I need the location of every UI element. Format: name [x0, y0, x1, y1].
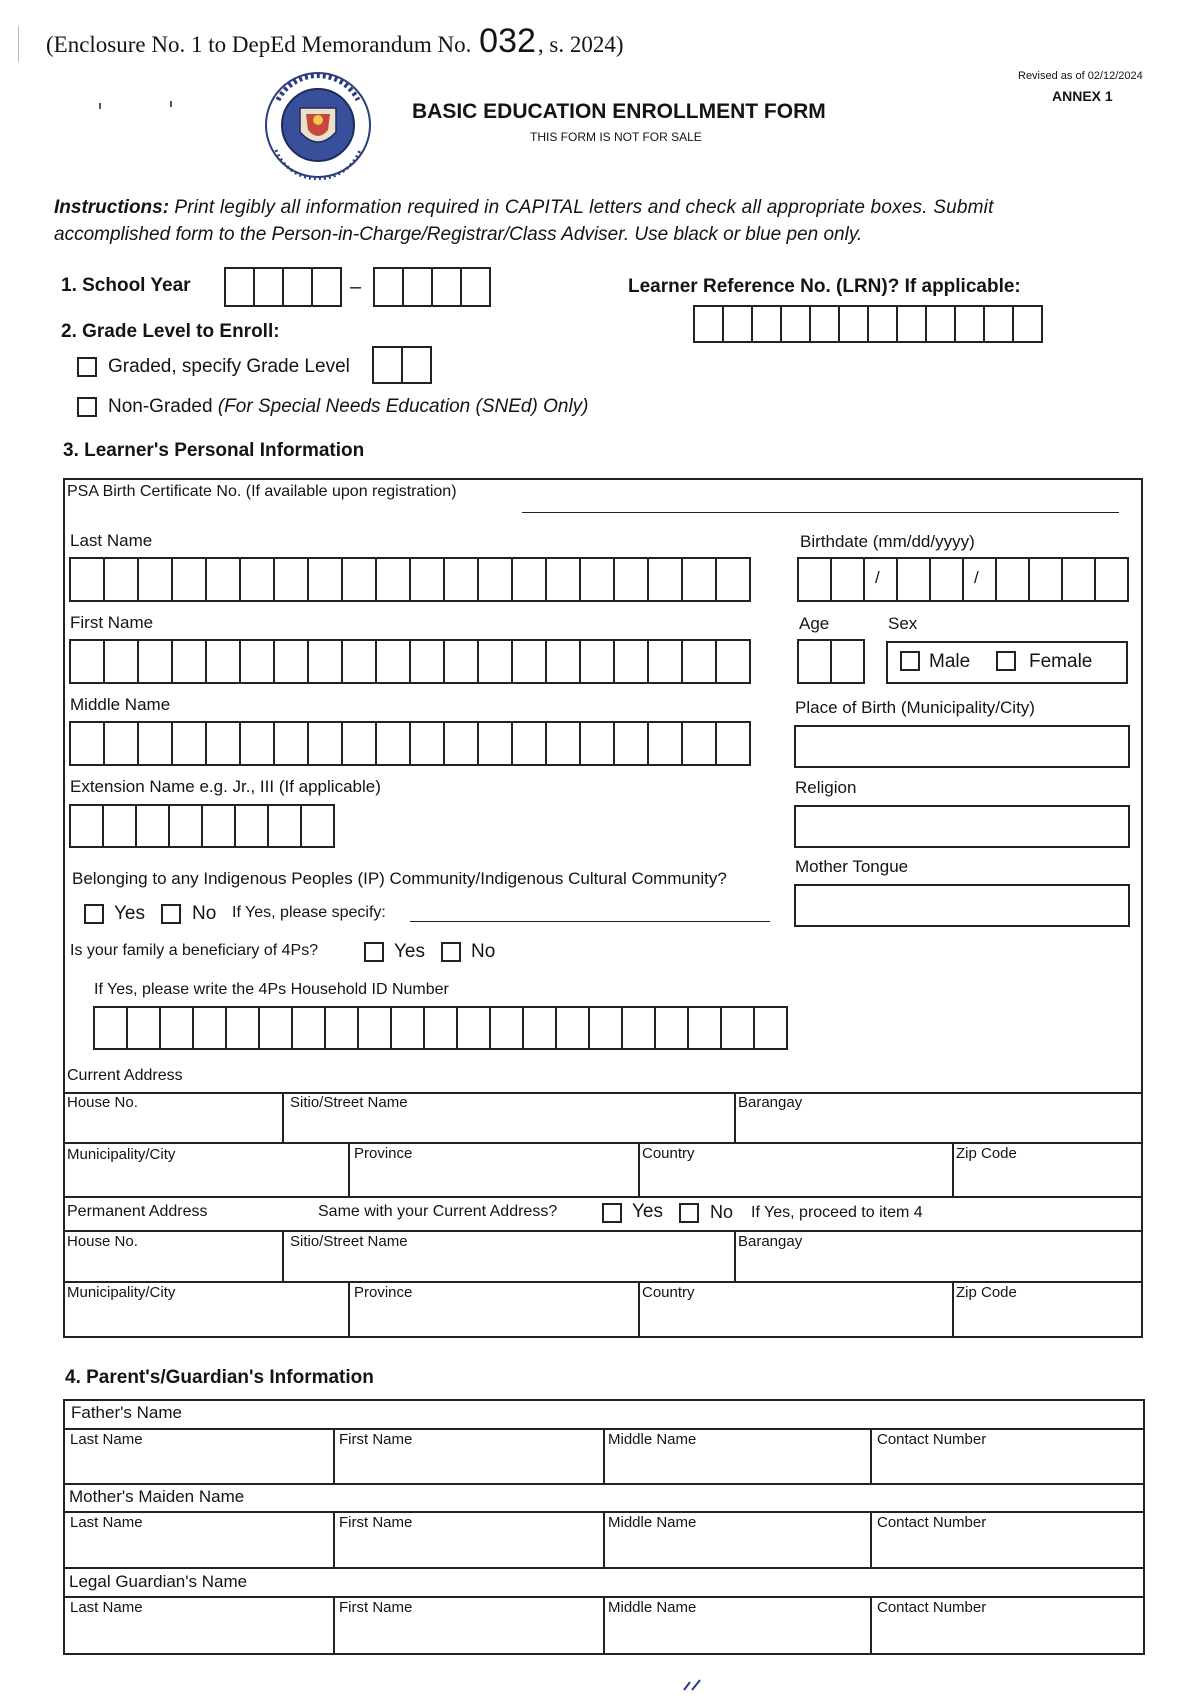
extension-label: Extension Name e.g. Jr., III (If applicable) [70, 777, 381, 796]
female-label: Female [1029, 651, 1093, 672]
mother-v3 [870, 1511, 872, 1567]
perm-v1 [282, 1230, 284, 1282]
extension-input[interactable] [69, 804, 335, 848]
same-no-checkbox[interactable] [679, 1203, 699, 1223]
religion-input[interactable] [794, 805, 1130, 848]
age-input[interactable] [797, 639, 865, 684]
scan-mark [18, 26, 19, 62]
perm-street-label: Sitio/Street Name [290, 1233, 408, 1250]
mother-tongue-label: Mother Tongue [795, 857, 909, 876]
fourps-no-label: No [471, 941, 496, 962]
mother-v1 [333, 1511, 335, 1567]
instructions-line1 [54, 197, 1152, 219]
guardian-label: Legal Guardian's Name [69, 1572, 248, 1591]
age-label: Age [799, 614, 830, 633]
ip-specify-line[interactable] [410, 921, 770, 922]
revised-date: Revised as of 02/12/2024 [1018, 70, 1143, 82]
male-label: Male [929, 651, 971, 672]
mother-label: Mother's Maiden Name [69, 1487, 245, 1506]
same-address-question: Same with your Current Address? [318, 1203, 558, 1220]
instructions-line2: accomplished form to the Person-in-Charge/Registrar/Class Adviser. Use black or blue pen only. [54, 224, 863, 245]
permanent-address-label: Permanent Address [67, 1203, 208, 1220]
graded-label: Graded, specify Grade Level [108, 356, 350, 377]
middle-name-label: Middle Name [70, 695, 171, 714]
perm-v3 [348, 1281, 350, 1337]
father-contact-label: Contact Number [877, 1431, 987, 1448]
last-name-label: Last Name [70, 531, 153, 550]
perm-municipality-label: Municipality/City [67, 1284, 176, 1301]
father-bottom [63, 1483, 1145, 1485]
current-address-label: Current Address [67, 1067, 183, 1084]
mother-middle-label: Middle Name [608, 1514, 697, 1531]
dot-mark-1 [99, 103, 101, 109]
birthdate-slash-1: / [875, 568, 880, 587]
middle-name-input[interactable] [69, 721, 751, 766]
annex-label: ANNEX 1 [1052, 88, 1113, 104]
perm-barangay-label: Barangay [738, 1233, 803, 1250]
instructions-text1: Print legibly all information required in CAPITAL letters and check all appropriate boxes. Submit [174, 197, 994, 218]
perm-zip-label: Zip Code [956, 1284, 1017, 1301]
place-of-birth-input[interactable] [794, 725, 1130, 768]
current-street-label: Sitio/Street Name [290, 1094, 408, 1111]
ip-no-label: No [192, 903, 217, 924]
addr-line-mid [63, 1142, 1143, 1144]
ip-specify-label: If Yes, please specify: [232, 904, 386, 921]
father-v3 [870, 1428, 872, 1483]
addr-v1 [282, 1092, 284, 1143]
ip-yes-checkbox[interactable] [84, 904, 104, 924]
section3-title: 3. Learner's Personal Information [63, 440, 365, 461]
pen-mark-icon [682, 1678, 704, 1692]
father-v2 [603, 1428, 605, 1483]
guardian-middle-label: Middle Name [608, 1599, 697, 1616]
ip-question: Belonging to any Indigenous Peoples (IP) Community/Indigenous Cultural Community? [72, 869, 727, 888]
current-barangay-label: Barangay [738, 1094, 803, 1111]
graded-checkbox[interactable] [77, 357, 97, 377]
addr-v4 [638, 1142, 640, 1197]
instructions-lead: Instructions: [54, 197, 170, 218]
current-country-label: Country [642, 1145, 695, 1162]
perm-country-label: Country [642, 1284, 695, 1301]
guardian-v3 [870, 1596, 872, 1655]
psa-input-line[interactable] [522, 512, 1119, 513]
non-graded-line [108, 396, 589, 418]
perm-v5 [952, 1281, 954, 1337]
perm-v2 [734, 1230, 736, 1282]
form-subtitle: THIS FORM IS NOT FOR SALE [530, 130, 702, 144]
addr-v3 [348, 1142, 350, 1197]
school-year-start[interactable] [224, 267, 342, 307]
current-municipality-label: Municipality/City [67, 1146, 176, 1163]
form-title: BASIC EDUCATION ENROLLMENT FORM [412, 100, 826, 123]
same-yes-label: Yes [632, 1201, 663, 1222]
perm-line-mid [63, 1281, 1143, 1283]
first-name-label: First Name [70, 613, 154, 632]
addr-v5 [952, 1142, 954, 1197]
mother-bottom [63, 1567, 1145, 1569]
guardian-first-label: First Name [339, 1599, 413, 1616]
fourps-id-input[interactable] [93, 1006, 788, 1050]
school-year-dash: – [350, 276, 362, 298]
female-checkbox[interactable] [996, 651, 1016, 671]
religion-label: Religion [795, 778, 857, 797]
sex-label: Sex [888, 614, 918, 633]
first-name-input[interactable] [69, 639, 751, 684]
perm-line-top [63, 1230, 1143, 1232]
fourps-id-label: If Yes, please write the 4Ps Household ID Number [94, 981, 449, 998]
ip-yes-label: Yes [114, 903, 145, 924]
same-no-label: No [710, 1202, 734, 1222]
dot-mark-2 [170, 101, 172, 107]
enclosure-prefix: (Enclosure No. 1 to DepEd Memorandum No. [46, 32, 472, 57]
current-zip-label: Zip Code [956, 1145, 1017, 1162]
non-graded-note: (For Special Needs Education (SNEd) Only) [217, 396, 589, 417]
fourps-yes-label: Yes [394, 941, 425, 962]
mother-tongue-input[interactable] [794, 884, 1130, 927]
perm-house-label: House No. [67, 1233, 138, 1250]
male-checkbox[interactable] [900, 651, 920, 671]
mother-contact-label: Contact Number [877, 1514, 987, 1531]
section4-title: 4. Parent's/Guardian's Information [65, 1367, 374, 1388]
last-name-input[interactable] [69, 557, 751, 602]
place-of-birth-label: Place of Birth (Municipality/City) [795, 698, 1035, 717]
enclosure-line [46, 22, 624, 61]
guardian-v1 [333, 1596, 335, 1655]
lrn-input[interactable] [693, 305, 1043, 343]
non-graded-checkbox[interactable] [77, 397, 97, 417]
lrn-label: Learner Reference No. (LRN)? If applicable: [628, 276, 1021, 297]
mother-first-label: First Name [339, 1514, 413, 1531]
current-house-label: House No. [67, 1094, 138, 1111]
perm-v4 [638, 1281, 640, 1337]
memo-number: 032 [479, 22, 536, 60]
addr-v2 [734, 1092, 736, 1143]
guardian-v2 [603, 1596, 605, 1655]
guardian-last-label: Last Name [70, 1599, 143, 1616]
guardian-contact-label: Contact Number [877, 1599, 987, 1616]
same-yes-checkbox[interactable] [602, 1203, 622, 1223]
father-label: Father's Name [71, 1403, 182, 1422]
addr-line-top [63, 1092, 1143, 1094]
psa-label: PSA Birth Certificate No. (If available upon registration) [67, 483, 457, 500]
deped-seal [258, 70, 378, 180]
fourps-question: Is your family a beneficiary of 4Ps? [70, 942, 319, 959]
father-first-label: First Name [339, 1431, 413, 1448]
grade-level-input[interactable] [372, 346, 432, 384]
grade-level-label: 2. Grade Level to Enroll: [61, 321, 280, 342]
non-graded-label: Non-Graded [108, 396, 213, 417]
school-year-label: 1. School Year [61, 275, 191, 296]
fourps-yes-checkbox[interactable] [364, 942, 384, 962]
father-last-label: Last Name [70, 1431, 143, 1448]
proceed-note: If Yes, proceed to item 4 [751, 1204, 923, 1221]
father-v1 [333, 1428, 335, 1483]
fourps-no-checkbox[interactable] [441, 942, 461, 962]
addr-line-bottom [63, 1196, 1143, 1198]
birthdate-slash-2: / [974, 568, 979, 587]
mother-last-label: Last Name [70, 1514, 143, 1531]
birthdate-label: Birthdate (mm/dd/yyyy) [800, 532, 975, 551]
ip-no-checkbox[interactable] [161, 904, 181, 924]
father-middle-label: Middle Name [608, 1431, 697, 1448]
enclosure-suffix: , s. 2024) [537, 32, 624, 57]
current-province-label: Province [354, 1145, 413, 1162]
school-year-end[interactable] [373, 267, 491, 307]
birthdate-input[interactable] [797, 557, 1129, 602]
perm-province-label: Province [354, 1284, 413, 1301]
mother-v2 [603, 1511, 605, 1567]
